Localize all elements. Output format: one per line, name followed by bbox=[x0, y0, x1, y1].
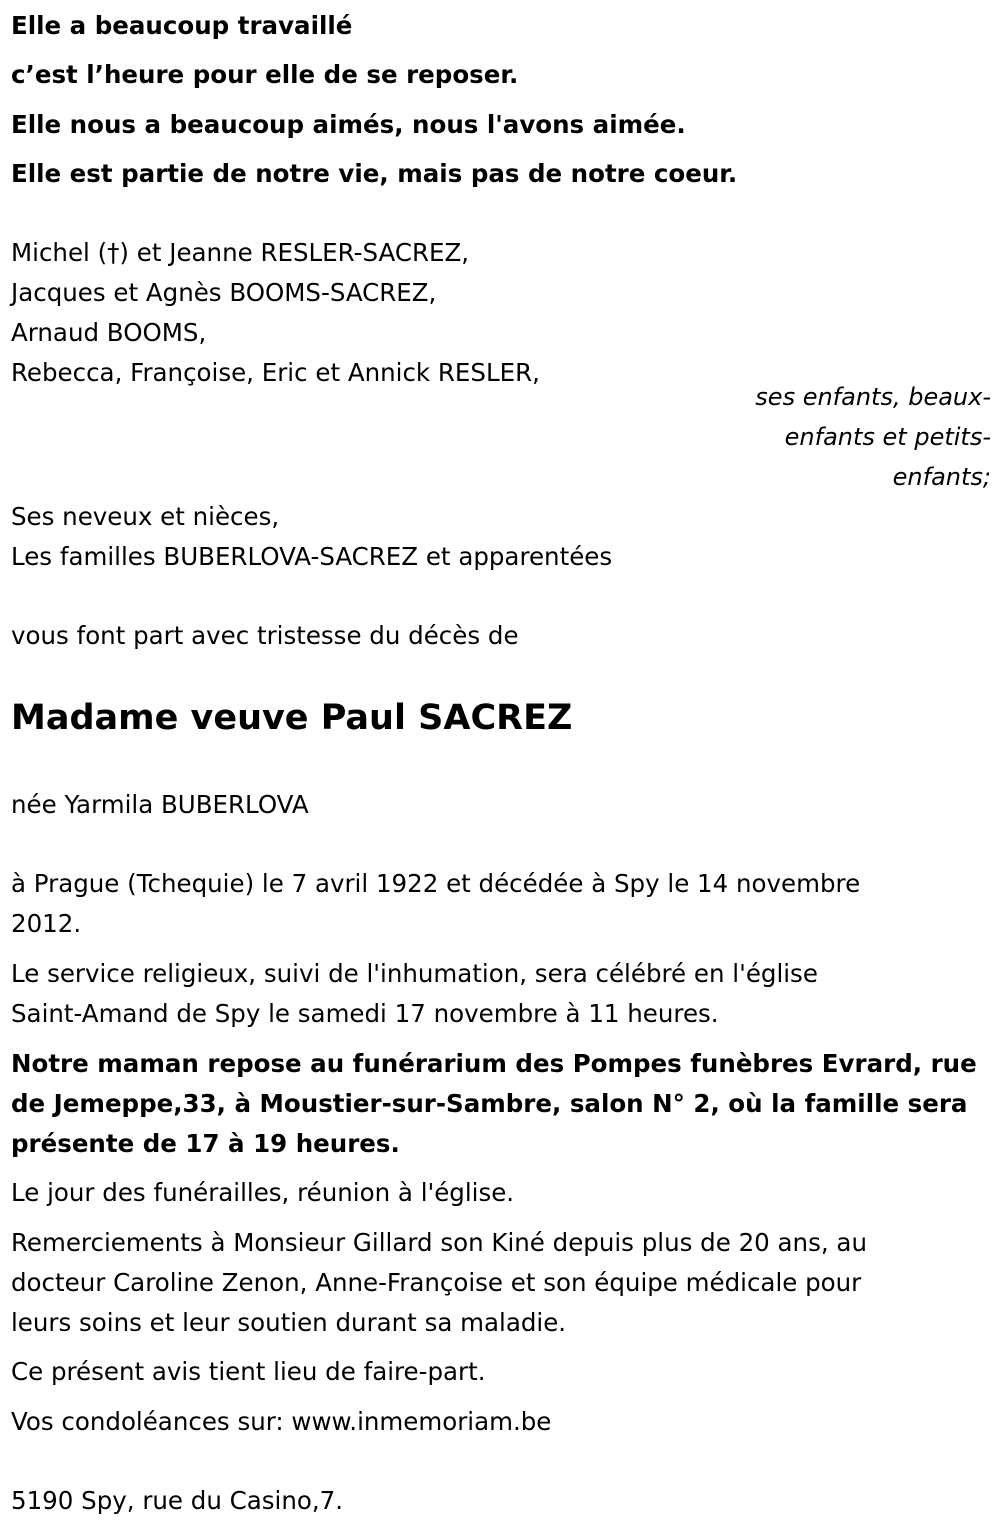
notice-text: Ce présent avis tient lieu de faire-part. bbox=[11, 1357, 486, 1386]
relation-note-line-3: enfants; bbox=[892, 463, 991, 491]
relation-note-line-2: enfants et petits- bbox=[784, 423, 991, 451]
family-line-2: Jacques et Agnès BOOMS-SACREZ, bbox=[11, 278, 437, 307]
deceased-name: Madame veuve Paul SACREZ bbox=[11, 698, 573, 738]
thanks-line-1: Remerciements à Monsieur Gillard son Kiné depuis plus de 20 ans, au bbox=[11, 1228, 867, 1257]
poem-line-2: c’est l’heure pour elle de se reposer. bbox=[11, 60, 519, 89]
family-line-3: Arnaud BOOMS, bbox=[11, 318, 207, 347]
reunion-text: Le jour des funérailles, réunion à l'église. bbox=[11, 1178, 515, 1207]
address-text: 5190 Spy, rue du Casino,7. bbox=[11, 1486, 344, 1515]
thanks-line-3: leurs soins et leur soutien durant sa maladie. bbox=[11, 1308, 567, 1337]
condolences-text: Vos condoléances sur: www.inmemoriam.be bbox=[11, 1407, 552, 1436]
service-line-2: Saint-Amand de Spy le samedi 17 novembre à 11 heures. bbox=[11, 999, 719, 1028]
others-line-2: Les familles BUBERLOVA-SACREZ et apparentées bbox=[11, 542, 613, 571]
intro-text: vous font part avec tristesse du décès de bbox=[11, 621, 519, 650]
birth-death-line-1: à Prague (Tchequie) le 7 avril 1922 et décédée à Spy le 14 novembre bbox=[11, 869, 861, 898]
poem-line-1: Elle a beaucoup travaillé bbox=[11, 11, 353, 40]
relation-note-line-1: ses enfants, beaux- bbox=[755, 383, 991, 411]
service-line-1: Le service religieux, suivi de l'inhumation, sera célébré en l'église bbox=[11, 959, 818, 988]
funerarium-line-1: Notre maman repose au funérarium des Pompes funèbres Evrard, rue bbox=[11, 1049, 977, 1078]
poem-line-4: Elle est partie de notre vie, mais pas de notre coeur. bbox=[11, 159, 738, 188]
birth-name: née Yarmila BUBERLOVA bbox=[11, 790, 309, 819]
thanks-line-2: docteur Caroline Zenon, Anne-Françoise et son équipe médicale pour bbox=[11, 1268, 862, 1297]
family-line-1: Michel (†) et Jeanne RESLER-SACREZ, bbox=[11, 238, 470, 267]
poem-line-3: Elle nous a beaucoup aimés, nous l'avons aimée. bbox=[11, 110, 686, 139]
funerarium-line-2: de Jemeppe,33, à Moustier-sur-Sambre, salon N° 2, où la famille sera bbox=[11, 1089, 968, 1118]
family-line-4: Rebecca, Françoise, Eric et Annick RESLER, bbox=[11, 358, 540, 387]
birth-death-line-2: 2012. bbox=[11, 909, 82, 938]
others-line-1: Ses neveux et nièces, bbox=[11, 502, 280, 531]
funerarium-line-3: présente de 17 à 19 heures. bbox=[11, 1129, 400, 1158]
